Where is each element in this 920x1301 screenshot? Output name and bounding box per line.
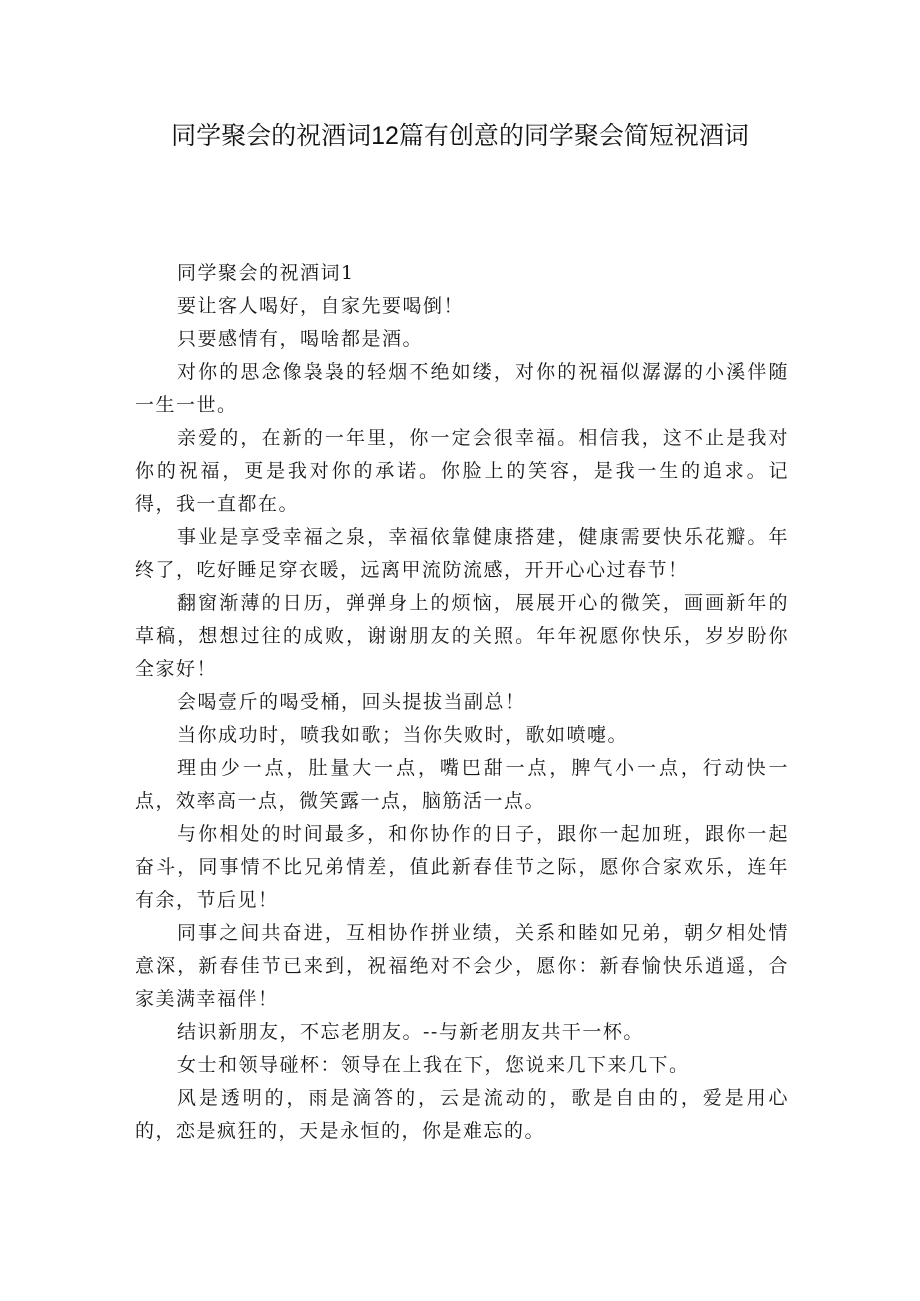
paragraph: 对你的思念像袅袅的轻烟不绝如缕，对你的祝福似潺潺的小溪伴随一生一世。	[135, 361, 789, 416]
paragraph: 要让客人喝好，自家先要喝倒！	[177, 295, 465, 317]
paragraph: 只要感情有，喝啥都是酒。	[177, 328, 424, 350]
paragraph: 事业是享受幸福之泉，幸福依靠健康搭建，健康需要快乐花瓣。年终了，吃好睡足穿衣暖，远离甲流防流感，开开心心过春节！	[135, 526, 789, 581]
paragraph: 同事之间共奋进，互相协作拼业绩，关系和睦如兄弟，朝夕相处情意深，新春佳节已来到，祝福绝对不会少，愿你：新春愉快乐逍遥，合家美满幸福伴！	[135, 922, 789, 1010]
paragraph: 风是透明的，雨是滴答的，云是流动的，歌是自由的，爱是用心的，恋是疯狂的，天是永恒的，你是难忘的。	[135, 1087, 789, 1142]
paragraph: 当你成功时，喷我如歌；当你失败时，歌如喷嚏。	[177, 724, 629, 746]
paragraph: 理由少一点，肚量大一点，嘴巴甜一点，脾气小一点，行动快一点，效率高一点，微笑露一点，脑筋活一点。	[135, 757, 789, 812]
section-heading: 同学聚会的祝酒词1	[177, 262, 355, 284]
paragraph: 女士和领导碰杯：领导在上我在下，您说来几下来几下。	[177, 1054, 690, 1076]
paragraph: 结识新朋友，不忘老朋友。--与新老朋友共干一杯。	[177, 1021, 644, 1043]
paragraph: 亲爱的，在新的一年里，你一定会很幸福。相信我，这不止是我对你的祝福，更是我对你的承诺。你脸上的笑容，是我一生的追求。记得，我一直都在。	[135, 427, 789, 515]
paragraph: 与你相处的时间最多，和你协作的日子，跟你一起加班，跟你一起奋斗，同事情不比兄弟情差，值此新春佳节之际，愿你合家欢乐，连年有余，节后见！	[135, 823, 789, 911]
document-body	[135, 257, 789, 1148]
document-title: 同学聚会的祝酒词12篇有创意的同学聚会简短祝酒词	[171, 122, 749, 150]
paragraph: 翻窗渐薄的日历，弹弹身上的烦恼，展展开心的微笑，画画新年的草稿，想想过往的成败，谢谢朋友的关照。年年祝愿你快乐，岁岁盼你全家好！	[135, 592, 789, 680]
paragraph: 会喝壹斤的喝受桶，回头提拔当副总！	[177, 691, 526, 713]
